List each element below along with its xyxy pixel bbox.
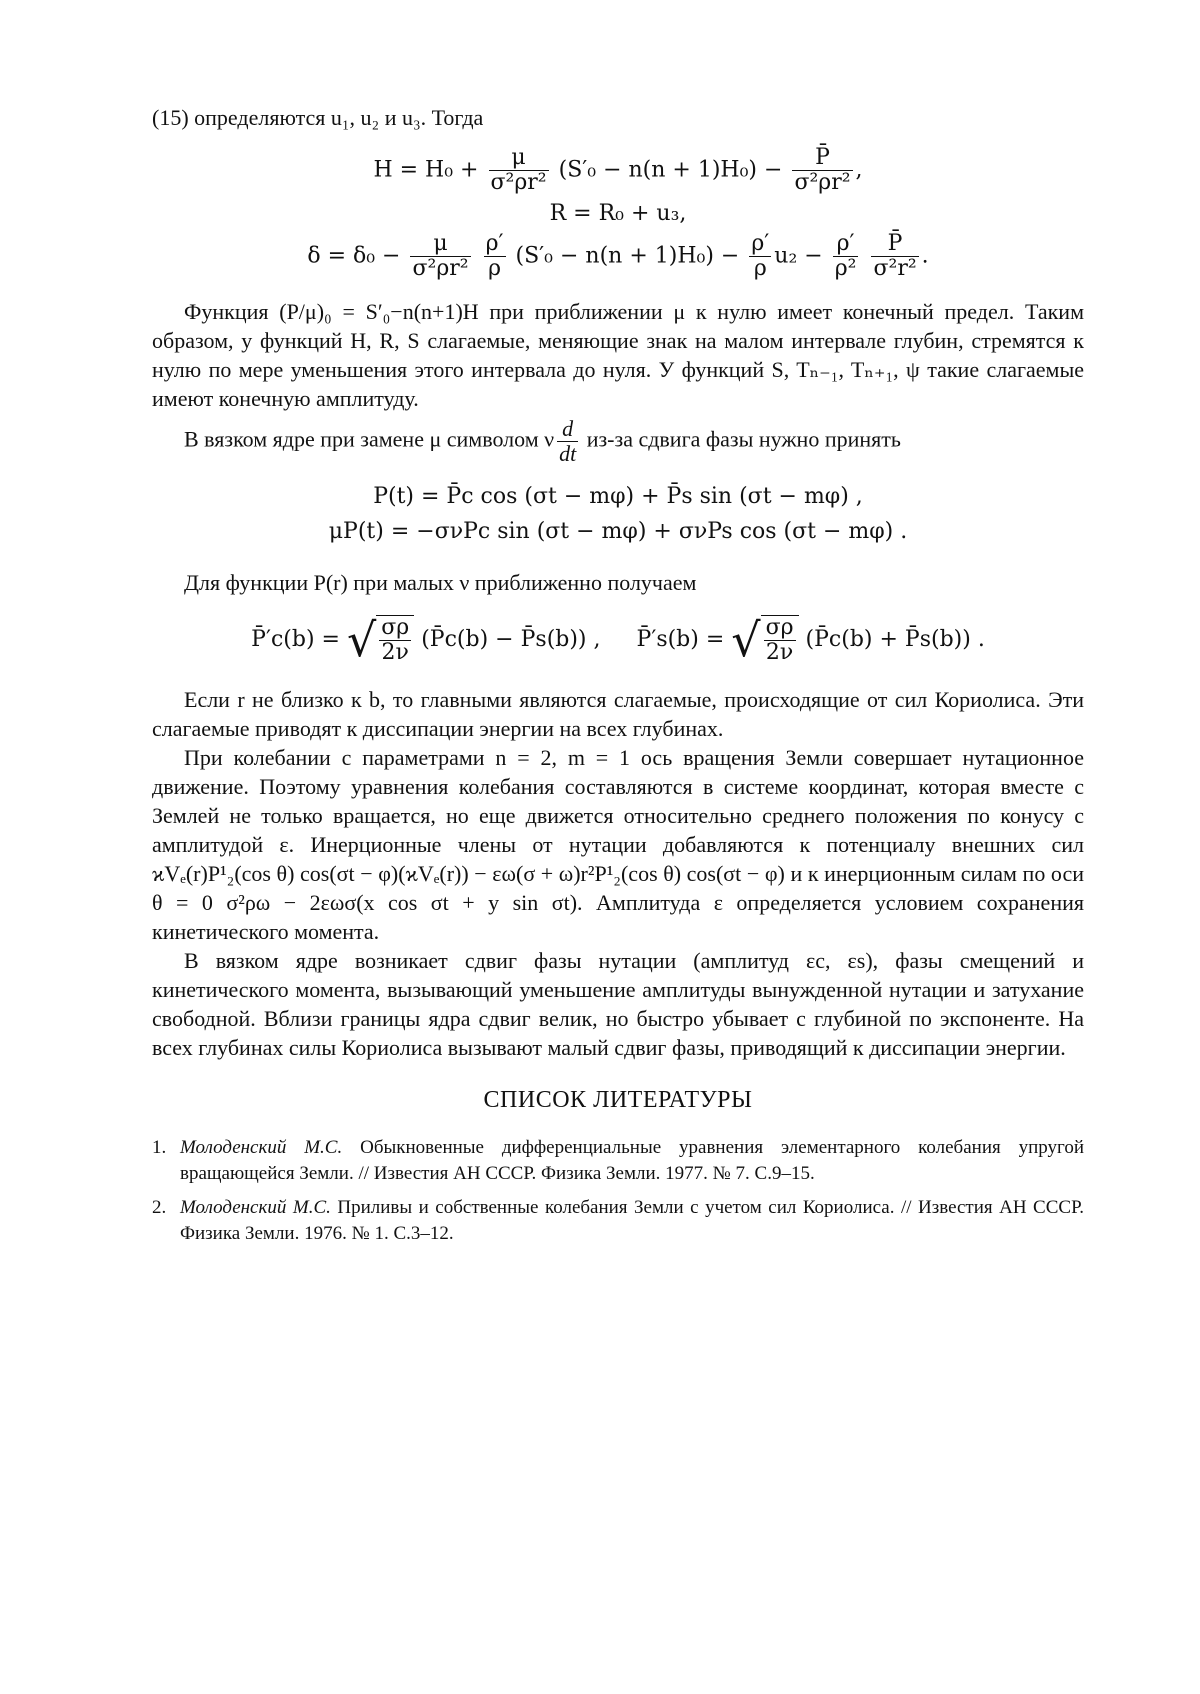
- frac-num: σρ: [381, 615, 410, 640]
- frac-den: ρ: [488, 256, 502, 281]
- references-heading: СПИСОК ЛИТЕРАТУРЫ: [483, 1087, 753, 1113]
- sqrt-right: √ $\frac{\sigma\rho}{2\nu}$: [731, 615, 798, 665]
- eq-delta-frac3: [749, 232, 771, 281]
- paragraph-phase-shift: В вязком ядре возникает сдвиг фазы нутации (амплитуд εc, εs), фазы смещений и кинетического момента, вызывающий уменьшение амплитуды вынужденной нутации и затухание свободной. Вблизи границы ядра сдвиг велик, но быстро убывает с глубиной по экспоненте. На всех глубинах силы Кориолиса вызывают малый сдвиг фазы, приводящий к диссипации энергии.: [152, 948, 1084, 1060]
- equation-sqrt: [152, 615, 1084, 665]
- reference-author: Молоденский М.С.: [180, 1137, 343, 1158]
- reference-number: 2.: [152, 1197, 167, 1218]
- frac-den: ρ²: [834, 256, 857, 281]
- equation-h: [152, 146, 1084, 195]
- eq-sqrt-right: P̄′s(b) =: [636, 627, 725, 652]
- frac-num: P̄: [792, 146, 852, 171]
- frac-den: σ²ρr²: [490, 170, 547, 195]
- eq-sqrt-right-tail: (P̄c(b) + P̄s(b)) .: [805, 627, 985, 652]
- eq-h-tail: ,: [855, 157, 863, 183]
- eq-delta-frac1: [410, 232, 470, 281]
- eq-h-lhs: H = H₀ +: [373, 157, 479, 183]
- para2-derivative: [557, 417, 578, 466]
- eq-delta-u2: u₂ −: [774, 243, 823, 269]
- frac-den: 2ν: [765, 640, 794, 665]
- paragraph-nutation: При колебании с параметрами n = 2, m = 1 ось вращения Земли совершает нутационное движение. Поэтому уравнения колебания составляются в системе координат, которая вместе с Землей не только вращается, но еще движется относительно среднего положения по конусу с амплитудой ε. Инерционные члены от нутации добавляются к потенциалу внешних сил ϰVₑ(r)P¹₂(cos θ) cos(σt − φ)(ϰVₑ(r)) − εω(σ + ω)r²P¹₂(cos θ) cos(σt − φ) и к инерционным силам по оси θ = 0 σ²ρω − 2εωσ(x cos σt + y sin σt). Амплитуда ε определяется условием сохранения кинетического момента.: [152, 745, 1085, 944]
- paragraph-viscous-core: [152, 417, 1084, 466]
- sqrt-left: √ $\frac{\sigma\rho}{2\nu}$: [347, 615, 414, 665]
- frac-num: μ: [410, 232, 470, 257]
- eq-delta-frac4: [833, 232, 859, 281]
- frac-den: σ²r²: [873, 256, 917, 281]
- reference-item: [152, 1135, 1084, 1187]
- reference-text: Приливы и собственные колебания Земли с учетом сил Кориолиса. // Известия АН СССР. Физика Земли. 1976. № 1. С.3–12.: [180, 1197, 1085, 1244]
- page-content: [152, 103, 1084, 1255]
- frac-num: P̄: [871, 232, 918, 257]
- reference-author: Молоденский М.С.: [180, 1197, 331, 1218]
- eq-sqrt-left: P̄′c(b) =: [251, 627, 340, 652]
- reference-text: Обыкновенные дифференциальные уравнения элементарного колебания упругой вращающейся Земли. // Известия АН СССР. Физика Земли. 1977. № 7. С.9–15.: [180, 1137, 1084, 1184]
- frac-num: ρ′: [751, 231, 770, 256]
- eq-delta-mid: (S′₀ − n(n + 1)H₀) −: [515, 243, 740, 269]
- reference-list: [152, 1135, 1084, 1247]
- paragraph-small-nu: Для функции P(r) при малых ν приближенно получаем: [184, 570, 697, 595]
- frac-num: ρ′: [485, 231, 504, 256]
- reference-item: [152, 1195, 1084, 1247]
- eq-h-mid: (S′₀ − n(n + 1)H₀) −: [558, 157, 783, 183]
- para2-after: из-за сдвига фазы нужно принять: [586, 426, 901, 452]
- frac-num: ρ′: [833, 232, 859, 257]
- eq-sqrt-left-tail: (P̄c(b) − P̄s(b)) ,: [421, 627, 601, 652]
- equation-r: R = R₀ + u₃,: [549, 201, 687, 226]
- equation-mu-p: μP(t) = −σνPc sin (σt − mφ) + σνPs cos (σt − mφ) .: [328, 519, 908, 544]
- frac-den: ρ: [753, 256, 767, 281]
- intro-line: (15) определяются u₁, u₂ и u₃. Тогда: [152, 105, 484, 130]
- equation-delta: [152, 232, 1084, 281]
- paragraph-coriolis: Если r не близко к b, то главными являются слагаемые, происходящие от сил Кориолиса. Эти слагаемые приводят к диссипации энергии на всех глубинах.: [152, 687, 1084, 741]
- eq-h-frac2: [792, 146, 852, 195]
- frac-num: μ: [489, 146, 549, 171]
- frac-den: σ²ρr²: [412, 256, 469, 281]
- frac-num: σρ: [765, 615, 794, 640]
- frac-den: dt: [559, 441, 577, 466]
- eq-delta-frac5: [871, 232, 918, 281]
- frac-num: d: [557, 417, 578, 442]
- eq-delta-lhs: δ = δ₀ −: [307, 243, 401, 269]
- eq-h-frac1: [489, 146, 549, 195]
- eq-delta-tail: .: [921, 243, 929, 269]
- eq-delta-frac2: [484, 232, 506, 281]
- frac-den: 2ν: [381, 640, 409, 665]
- frac-den: σ²ρr²: [794, 170, 851, 195]
- paragraph-function-limit: Функция (P/μ)₀ = S′₀−n(n+1)H при приближении μ к нулю имеет конечный предел. Таким образом, у функций H, R, S слагаемые, меняющие знак на малом интервале глубин, стремятся к нулю по мере уменьшения этого интервала до нуля. У функций S, Tₙ₋₁, Tₙ₊₁, ψ такие слагаемые имеют конечную амплитуду.: [152, 299, 1084, 411]
- para2-before: В вязком ядре при замене μ символом ν: [184, 426, 555, 452]
- reference-number: 1.: [152, 1137, 167, 1158]
- equation-p: P(t) = P̄c cos (σt − mφ) + P̄s sin (σt − mφ) ,: [373, 484, 863, 509]
